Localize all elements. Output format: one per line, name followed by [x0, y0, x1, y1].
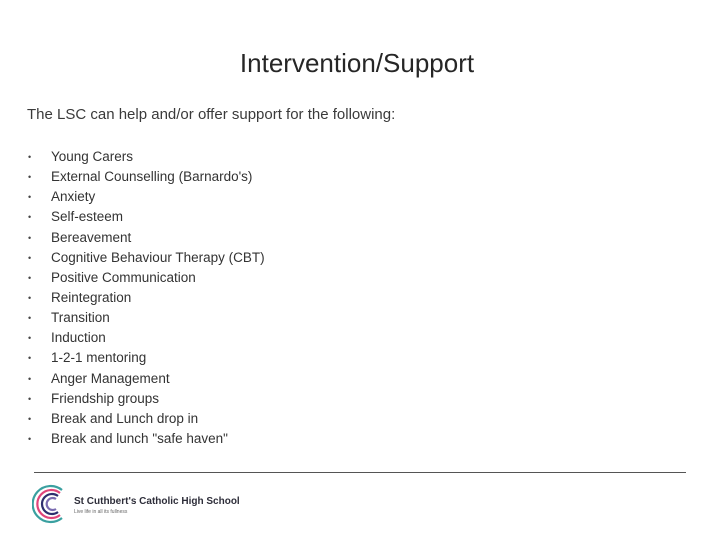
list-item: [27, 147, 265, 167]
bullet-icon: •: [28, 434, 32, 445]
list-item-label: External Counselling (Barnardo's): [51, 169, 253, 185]
bullet-icon: •: [28, 152, 32, 163]
list-item: [27, 308, 265, 328]
list-item-label: Young Carers: [51, 149, 134, 165]
bullet-icon: •: [28, 393, 32, 404]
list-item: [27, 328, 265, 348]
list-item-label: Induction: [51, 330, 106, 346]
list-item-label: Self-esteem: [51, 209, 124, 225]
bullet-icon: •: [28, 373, 32, 384]
list-item: [27, 409, 265, 429]
list-item: [27, 369, 265, 389]
bullet-icon: •: [28, 413, 32, 424]
list-item-label: Friendship groups: [51, 390, 160, 406]
school-name: St Cuthbert's Catholic High School: [74, 496, 240, 507]
list-item: [27, 429, 265, 449]
bullet-icon: •: [28, 353, 32, 364]
list-item: [27, 207, 265, 227]
list-item: [27, 389, 265, 409]
bullet-icon: •: [28, 192, 32, 203]
school-logo: [32, 482, 252, 530]
bullet-icon: •: [28, 232, 32, 243]
intro-text: The LSC can help and/or offer support for the following:: [27, 106, 396, 123]
list-item: [27, 167, 265, 187]
support-list: [27, 147, 265, 449]
school-tagline: Live life in all its fullness: [74, 509, 128, 515]
list-item-label: Reintegration: [51, 290, 132, 306]
list-item-label: Break and Lunch drop in: [51, 410, 199, 426]
school-crest-icon: [32, 482, 72, 526]
list-item: [27, 248, 265, 268]
bullet-icon: •: [28, 172, 32, 183]
list-item-label: Transition: [51, 310, 110, 326]
footer-divider: [34, 472, 686, 473]
list-item: [27, 187, 265, 207]
list-item-label: Anxiety: [51, 189, 96, 205]
list-item-label: 1-2-1 mentoring: [51, 350, 147, 366]
list-item-label: Cognitive Behaviour Therapy (CBT): [51, 249, 265, 265]
bullet-icon: •: [28, 252, 32, 263]
list-item: [27, 348, 265, 368]
bullet-icon: •: [28, 333, 32, 344]
bullet-icon: •: [28, 212, 32, 223]
list-item-label: Break and lunch "safe haven": [51, 431, 228, 447]
list-item: [27, 268, 265, 288]
bullet-icon: •: [28, 293, 32, 304]
list-item: [27, 228, 265, 248]
list-item-label: Positive Communication: [51, 269, 196, 285]
bullet-icon: •: [28, 272, 32, 283]
slide-title: Intervention/Support: [239, 48, 475, 78]
list-item-label: Anger Management: [51, 370, 170, 386]
list-item-label: Bereavement: [51, 229, 132, 245]
list-item: [27, 288, 265, 308]
bullet-icon: •: [28, 313, 32, 324]
